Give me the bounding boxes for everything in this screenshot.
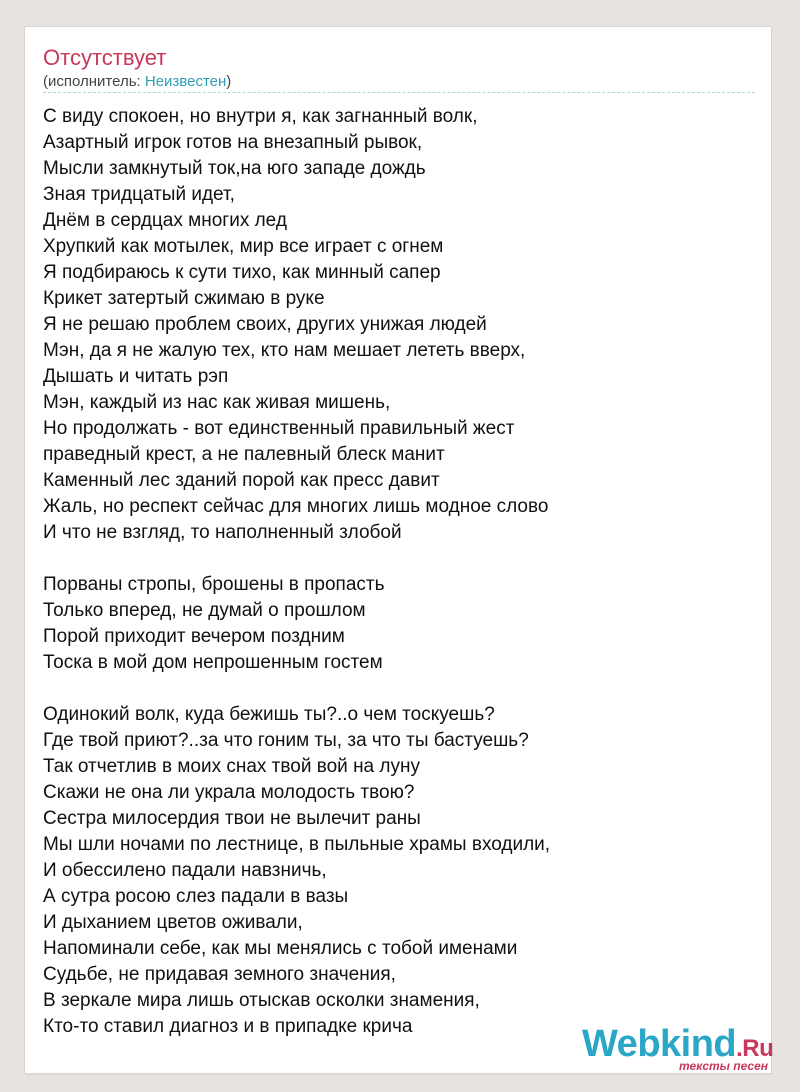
lyrics-line: И дыханием цветов оживали, <box>43 912 303 933</box>
lyrics-line: Я не решаю проблем своих, других унижая людей <box>43 314 487 335</box>
lyrics-line: Скажи не она ли украла молодость твою? <box>43 782 415 803</box>
lyrics-line: Так отчетлив в моих снах твой вой на луну <box>43 756 420 777</box>
lyrics-stanza <box>43 702 763 1040</box>
lyrics-line: Порваны стропы, брошены в пропасть <box>43 574 385 595</box>
artist-line <box>43 73 231 91</box>
lyrics-line: Напоминали себе, как мы менялись с тобой именами <box>43 938 518 959</box>
logo-main-text: Webkind <box>582 1023 737 1065</box>
divider <box>43 92 755 93</box>
lyrics-line: праведный крест, а не палевный блеск манит <box>43 444 445 465</box>
lyrics-stanza <box>43 104 763 546</box>
lyrics-line: С виду спокоен, но внутри я, как загнанный волк, <box>43 106 478 127</box>
lyrics-line: Тоска в мой дом непрошенным гостем <box>43 652 383 673</box>
lyrics-line: Судьбе, не придавая земного значения, <box>43 964 396 985</box>
lyrics-line: Азартный игрок готов на внезапный рывок, <box>43 132 423 153</box>
lyrics-line: Мэн, каждый из нас как живая мишень, <box>43 392 391 413</box>
site-logo[interactable] <box>582 1024 772 1074</box>
lyrics-line: Днём в сердцах многих лед <box>43 210 287 231</box>
lyrics-line: Сестра милосердия твои не вылечит раны <box>43 808 421 829</box>
lyrics-stanza <box>43 572 763 676</box>
lyrics-line: Я подбираюсь к сути тихо, как минный сапер <box>43 262 441 283</box>
lyrics-line: И обессилено падали навзничь, <box>43 860 327 881</box>
lyrics-line: А сутра росою слез падали в вазы <box>43 886 349 907</box>
lyrics-line: Каменный лес зданий порой как пресс давит <box>43 470 440 491</box>
artist-link[interactable]: Неизвестен <box>144 73 227 90</box>
lyrics-line: Мэн, да я не жалую тех, кто нам мешает лететь вверх, <box>43 340 526 361</box>
lyrics-line: В зеркале мира лишь отыскав осколки знамения, <box>43 990 480 1011</box>
lyrics-line: Только вперед, не думай о прошлом <box>43 600 366 621</box>
logo-tld: .Ru <box>736 1035 774 1062</box>
lyrics-text <box>43 104 763 1066</box>
lyrics-line: Одинокий волк, куда бежишь ты?..о чем тоскуешь? <box>43 704 495 725</box>
lyrics-line: Кто-то ставил диагноз и в припадке крича <box>43 1016 413 1037</box>
song-title: Отсутствует <box>43 45 167 70</box>
logo-tagline: тексты песен <box>679 1059 768 1073</box>
lyrics-line: Порой приходит вечером поздним <box>43 626 345 647</box>
lyrics-line: Дышать и читать рэп <box>43 366 229 387</box>
lyrics-line: Хрупкий как мотылек, мир все играет с огнем <box>43 236 444 257</box>
lyrics-line: Где твой приют?..за что гоним ты, за что ты бастуешь? <box>43 730 529 751</box>
lyrics-line: И что не взгляд, то наполненный злобой <box>43 522 402 543</box>
artist-prefix: (исполнитель: <box>43 73 145 90</box>
lyrics-line: Жаль, но респект сейчас для многих лишь модное слово <box>43 496 549 517</box>
lyrics-line: Зная тридцатый идет, <box>43 184 235 205</box>
lyrics-line: Но продолжать - вот единственный правильный жест <box>43 418 515 439</box>
lyrics-line: Крикет затертый сжимаю в руке <box>43 288 325 309</box>
lyrics-line: Мы шли ночами по лестнице, в пыльные храмы входили, <box>43 834 551 855</box>
lyrics-line: Мысли замкнутый ток,на юго западе дождь <box>43 158 426 179</box>
artist-suffix: ) <box>226 73 232 90</box>
